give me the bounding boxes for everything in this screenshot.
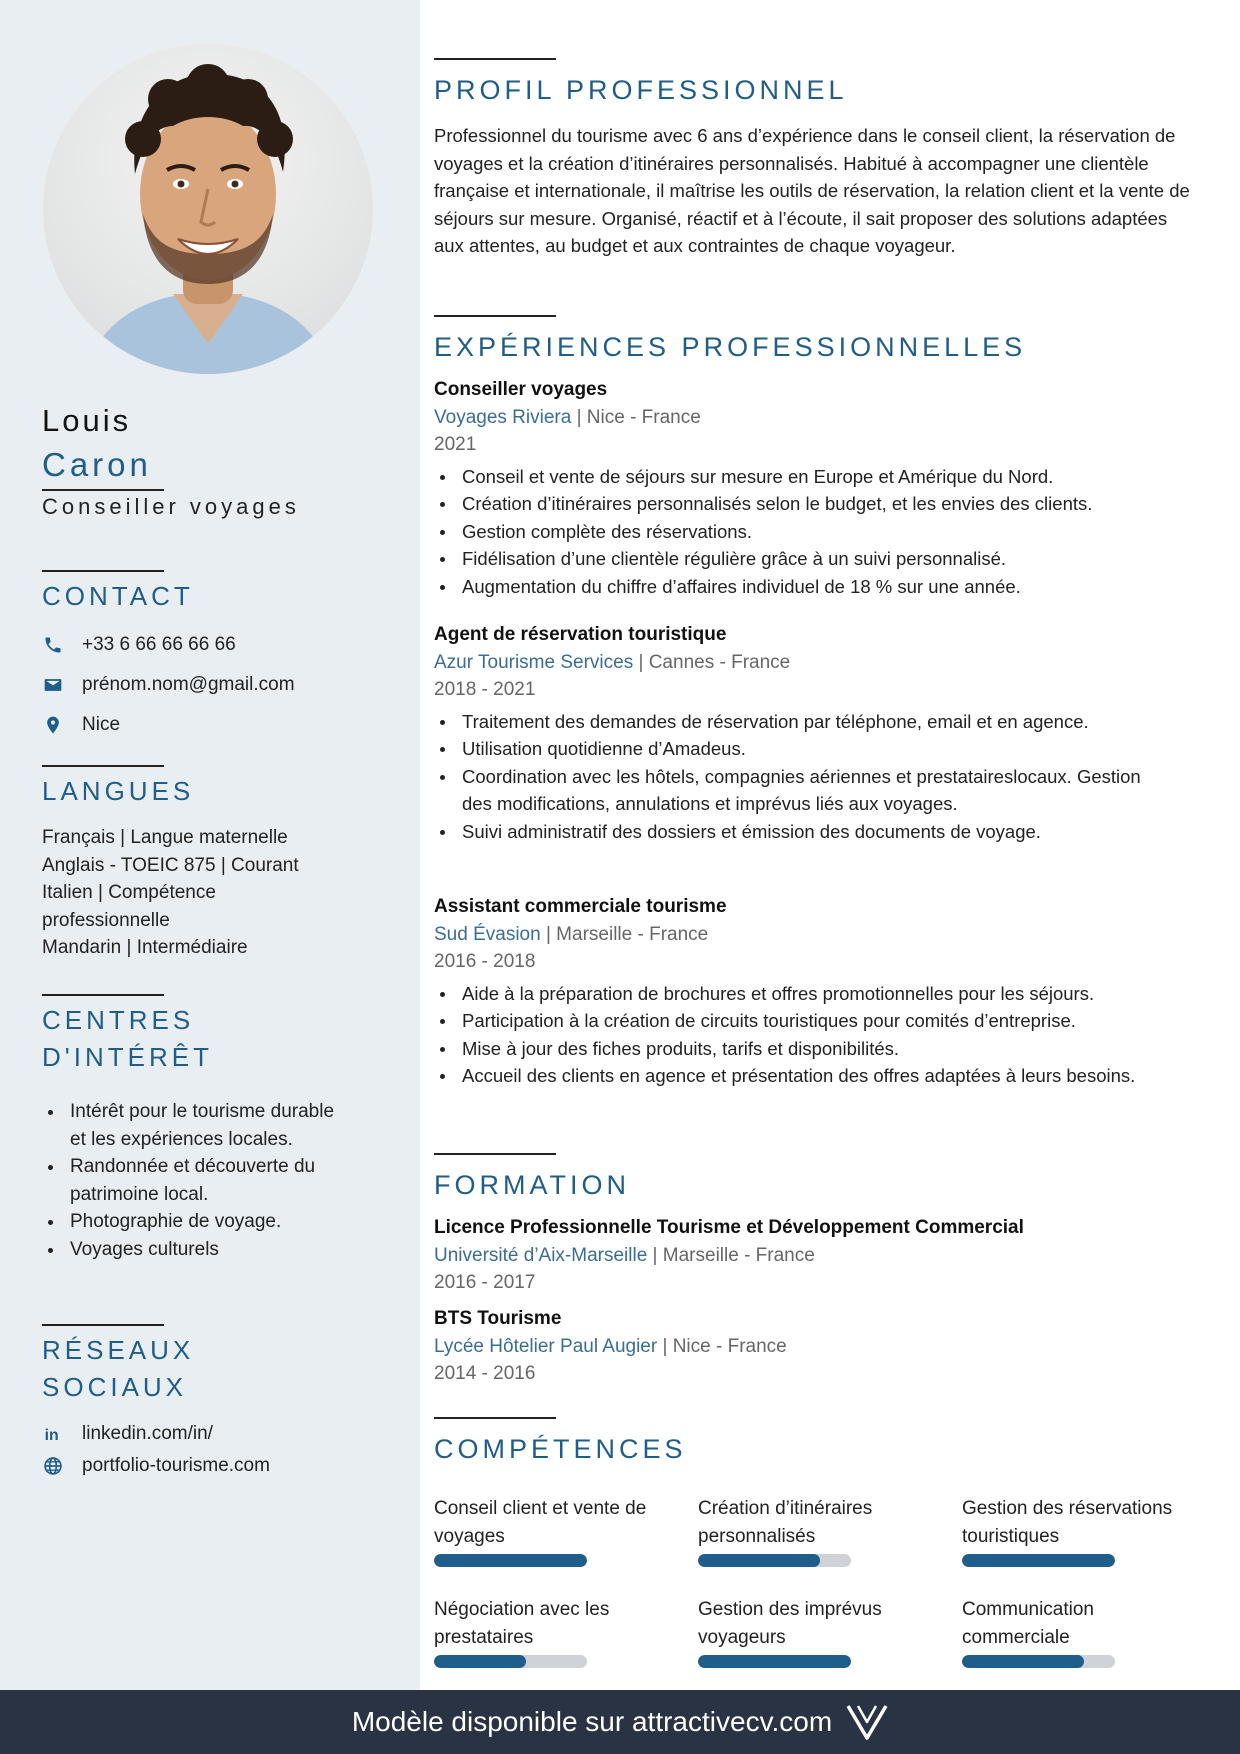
skill-item <box>698 1495 928 1567</box>
list-item: Accueil des clients en agence et présentation des offres adaptées à leurs besoins. <box>434 1062 1154 1090</box>
company-name: Sud Évasion <box>434 923 541 945</box>
list-item: Mise à jour des fiches produits, tarifs et disponibilités. <box>434 1035 1154 1063</box>
section-divider <box>434 1417 556 1419</box>
location-pin-icon <box>42 714 64 736</box>
skill-item <box>698 1596 928 1668</box>
skill-label: Création d’itinéraires personnalisés <box>698 1498 873 1547</box>
skill-label: Gestion des imprévus voyageurs <box>698 1599 882 1648</box>
languages-list <box>42 824 382 962</box>
contact-email[interactable] <box>42 665 382 705</box>
list-item: Suivi administratif des dossiers et émission des documents de voyage. <box>434 818 1149 846</box>
profile-photo <box>43 44 373 374</box>
social-portfolio[interactable] <box>42 1450 382 1482</box>
skill-item <box>434 1596 664 1668</box>
job-title: Conseiller voyages <box>42 494 300 519</box>
skill-bar-fill <box>698 1655 851 1668</box>
section-divider <box>434 315 556 317</box>
profile-section <box>434 58 1204 260</box>
company-name: Azur Tourisme Services <box>434 651 634 673</box>
company-name: Voyages Riviera <box>434 406 572 428</box>
languages-heading: LANGUES <box>42 776 195 806</box>
name-divider <box>42 489 164 491</box>
portrait-illustration <box>43 44 373 374</box>
job-dates: 2021 <box>434 434 477 455</box>
section-divider <box>434 58 556 60</box>
job-meta <box>434 404 1204 432</box>
skill-bar-fill <box>698 1554 820 1567</box>
skill-bar <box>434 1554 587 1567</box>
social-linkedin[interactable] <box>42 1418 382 1450</box>
skill-item <box>434 1495 664 1567</box>
job-meta <box>434 649 1204 677</box>
interests-heading-line-2: D'INTÉRÊT <box>42 1042 213 1072</box>
contact-section <box>42 570 382 745</box>
list-item: Gestion complète des réservations. <box>434 518 1204 546</box>
job-title: Agent de réservation touristique <box>434 624 727 645</box>
education-dates: 2016 - 2017 <box>434 1272 536 1293</box>
skills-section <box>434 1417 1204 1465</box>
education-heading: FORMATION <box>434 1170 630 1200</box>
skill-bar-fill <box>434 1554 587 1567</box>
school-location: | Nice - France <box>657 1335 787 1357</box>
section-divider <box>434 1153 556 1155</box>
skill-bar-fill <box>434 1655 526 1668</box>
sidebar <box>0 0 420 1690</box>
education-section <box>434 1153 1204 1201</box>
degree-title: BTS Tourisme <box>434 1308 562 1329</box>
section-divider <box>42 765 164 767</box>
skill-label: Négociation avec les prestataires <box>434 1599 610 1648</box>
job-dates: 2018 - 2021 <box>434 679 536 700</box>
list-item: Conseil et vente de séjours sur mesure en Europe et Amérique du Nord. <box>434 463 1204 491</box>
skill-bar <box>434 1655 587 1668</box>
contact-heading: CONTACT <box>42 581 194 611</box>
contact-location <box>42 705 382 745</box>
list-item: Intérêt pour le tourisme durable et les expériences locales. <box>42 1098 352 1153</box>
list-item: Voyages culturels <box>42 1236 352 1264</box>
section-divider <box>42 570 164 572</box>
education-dates: 2014 - 2016 <box>434 1363 536 1384</box>
skill-label: Gestion des réservations touristiques <box>962 1498 1173 1547</box>
languages-section <box>42 765 382 962</box>
email-icon <box>42 674 64 696</box>
location-text: Nice <box>82 714 121 735</box>
skill-bar <box>698 1554 851 1567</box>
first-name: Louis <box>42 403 132 438</box>
list-item: Coordination avec les hôtels, compagnies aériennes et prestataireslocaux. Gestion des modifications, annulations et imprévus liés aux voyages. <box>434 763 1149 818</box>
attractivecv-v-logo-icon <box>846 1704 888 1740</box>
profile-heading: PROFIL PROFESSIONNEL <box>434 75 848 105</box>
linkedin-icon <box>42 1423 64 1445</box>
job-location: | Nice - France <box>571 406 701 428</box>
school-location: | Marseille - France <box>647 1244 815 1266</box>
email-text: prénom.nom@gmail.com <box>82 674 295 695</box>
linkedin-text: linkedin.com/in/ <box>82 1423 213 1444</box>
job-entry <box>434 893 1204 1090</box>
interests-heading-line-1: CENTRES <box>42 1005 195 1035</box>
job-location: | Marseille - France <box>540 923 709 945</box>
section-divider <box>42 1324 164 1326</box>
portfolio-text: portfolio-tourisme.com <box>82 1455 270 1476</box>
job-entry <box>434 621 1204 845</box>
interests-list <box>42 1098 352 1264</box>
footer-banner[interactable] <box>0 1690 1240 1754</box>
job-dates: 2016 - 2018 <box>434 951 536 972</box>
social-section <box>42 1324 382 1482</box>
list-item: Randonnée et découverte du patrimoine local. <box>42 1153 352 1208</box>
school-meta <box>434 1333 1204 1361</box>
degree-title: Licence Professionnelle Tourisme et Développement Commercial <box>434 1217 1024 1238</box>
job-bullets <box>434 980 1154 1090</box>
job-location: | Cannes - France <box>633 651 791 673</box>
svg-text:in: in <box>44 1426 59 1444</box>
skill-bar-fill <box>962 1554 1115 1567</box>
globe-icon <box>42 1455 64 1477</box>
interests-section <box>42 994 382 1264</box>
language-line: Français | Langue maternelle <box>42 827 288 848</box>
skill-label: Conseil client et vente de voyages <box>434 1498 647 1547</box>
skill-bar <box>962 1655 1115 1668</box>
last-name: Caron <box>42 446 152 483</box>
list-item: Traitement des demandes de réservation par téléphone, email et en agence. <box>434 708 1149 736</box>
language-line: Italien | Compétence <box>42 882 216 904</box>
job-title: Assistant commerciale tourisme <box>434 896 727 917</box>
footer-text[interactable]: Modèle disponible sur attractivecv.com <box>351 1706 833 1737</box>
list-item: Utilisation quotidienne d’Amadeus. <box>434 735 1149 763</box>
social-heading-line-2: SOCIAUX <box>42 1372 188 1402</box>
job-entry <box>434 376 1204 600</box>
list-item: Participation à la création de circuits touristiques pour comités d’entreprise. <box>434 1007 1154 1035</box>
list-item: Création d’itinéraires personnalisés selon le budget, et les envies des clients. <box>434 490 1204 518</box>
school-meta <box>434 1242 1204 1270</box>
phone-icon <box>42 634 64 656</box>
school-name: Lycée Hôtelier Paul Augier <box>434 1335 658 1357</box>
skill-bar <box>962 1554 1115 1567</box>
skills-heading: COMPÉTENCES <box>434 1434 687 1464</box>
list-item: Augmentation du chiffre d’affaires individuel de 18 % sur une année. <box>434 573 1204 601</box>
skill-item <box>962 1495 1192 1567</box>
job-title: Conseiller voyages <box>434 379 608 400</box>
social-heading-line-1: RÉSEAUX <box>42 1335 195 1365</box>
education-entry <box>434 1305 1204 1388</box>
education-entry <box>434 1214 1204 1297</box>
section-divider <box>42 994 164 996</box>
skill-bar-fill <box>962 1655 1084 1668</box>
skill-bar <box>698 1655 851 1668</box>
list-item: Fidélisation d’une clientèle régulière grâce à un suivi personnalisé. <box>434 545 1204 573</box>
job-meta <box>434 921 1204 949</box>
contact-phone[interactable] <box>42 625 382 665</box>
phone-text: +33 6 66 66 66 66 <box>82 634 236 655</box>
experience-heading: EXPÉRIENCES PROFESSIONNELLES <box>434 332 1027 362</box>
language-line: Mandarin | Intermédiaire <box>42 937 248 959</box>
profile-text: Professionnel du tourisme avec 6 ans d’expérience dans le conseil client, la réservation de voyages et la création d’itinéraires personnalisés. Habitué à accompagner une clientèle française et internationale, il maîtrise les outils de réservation, la relation client et la vente de séjours sur mesure. Organisé, réactif et à l’écoute, il sait proposer des solutions adaptées aux attentes, au budget et aux contraintes de chaque voyageur. <box>434 125 1190 257</box>
job-bullets <box>434 708 1149 846</box>
school-name: Université d’Aix-Marseille <box>434 1244 648 1266</box>
skill-label: Communication commerciale <box>962 1599 1094 1648</box>
experience-section <box>434 315 1204 363</box>
language-line: professionnelle <box>42 909 170 931</box>
list-item: Photographie de voyage. <box>42 1208 352 1236</box>
list-item: Aide à la préparation de brochures et offres promotionnelles pour les séjours. <box>434 980 1154 1008</box>
job-bullets <box>434 463 1204 601</box>
language-line: Anglais - TOEIC 875 | Courant <box>42 854 299 876</box>
skill-item <box>962 1596 1192 1668</box>
